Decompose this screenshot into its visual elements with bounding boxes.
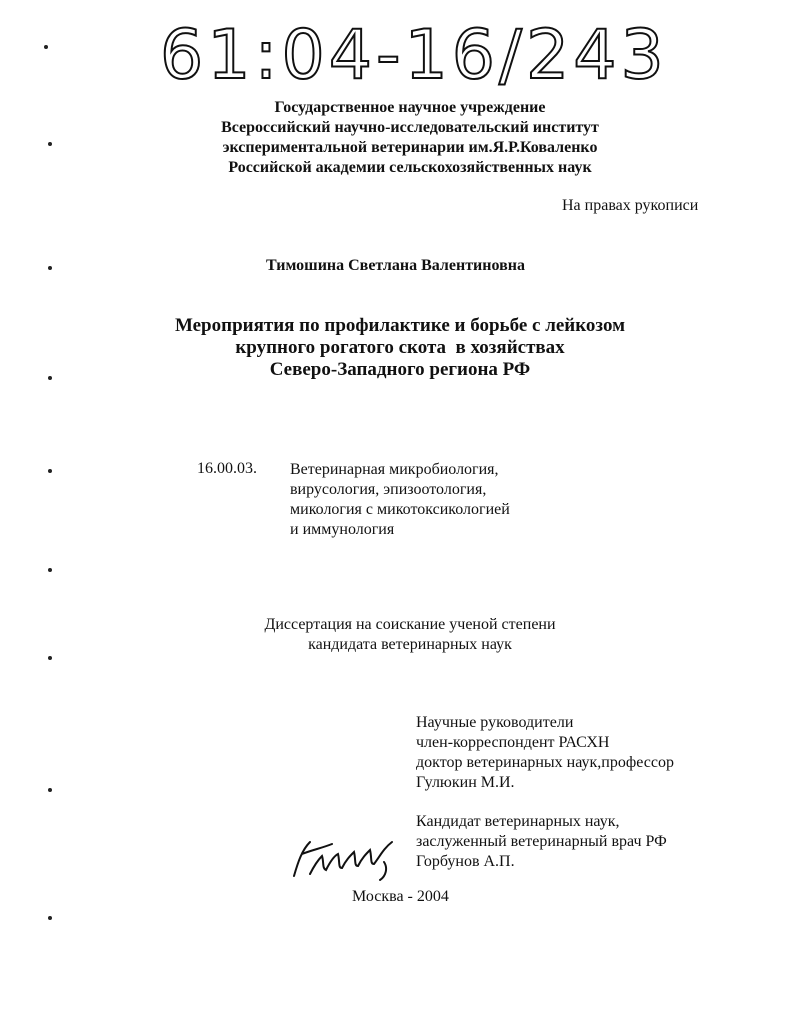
institution-line: Российской академии сельскохозяйственных наук (228, 159, 592, 176)
institution-line: экспериментальной ветеринарии им.Я.Р.Коваленко (222, 139, 598, 156)
city-year: Москва - 2004 (352, 888, 449, 905)
degree-statement (180, 615, 640, 655)
supervisor-line: член-корреспондент РАСХН (416, 734, 610, 751)
author-name: Тимошина Светлана Валентиновна (266, 257, 525, 274)
degree-line: кандидата ветеринарных наук (308, 636, 512, 653)
manuscript-rights: На правах рукописи (562, 197, 699, 214)
supervisor-line: доктор ветеринарных наук,профессор (416, 754, 674, 771)
scan-mark (48, 376, 52, 380)
supervisor-line: Горбунов А.П. (416, 853, 515, 870)
title-line: Мероприятия по профилактике и борьбе с лейкозом (174, 315, 626, 336)
scan-mark (44, 45, 48, 49)
title-line: Северо-Западного региона РФ (269, 359, 531, 380)
specialty-line: микология с микотоксикологией (290, 501, 510, 518)
scan-mark (48, 788, 52, 792)
supervisor-line: заслуженный ветеринарный врач РФ (416, 833, 667, 850)
author-signature (288, 832, 400, 884)
title-line: крупного рогатого скота в хозяйствах (235, 337, 565, 358)
second-supervisor-block (416, 812, 667, 872)
specialty-line: и иммунология (290, 521, 395, 538)
supervisor-line: Кандидат ветеринарных наук, (416, 813, 620, 830)
scan-mark (48, 916, 52, 920)
scan-mark (48, 656, 52, 660)
scan-mark (48, 469, 52, 473)
scan-mark (48, 142, 52, 146)
institution-line: Всероссийский научно-исследовательский институт (221, 119, 599, 136)
supervisor-line: Гулюкин М.И. (416, 774, 515, 791)
specialty-name (290, 460, 510, 540)
institution-block (150, 98, 670, 178)
specialty-code: 16.00.03. (197, 460, 257, 477)
specialty-line: Ветеринарная микробиология, (290, 461, 499, 478)
institution-line: Государственное научное учреждение (274, 99, 546, 116)
supervisor-line: Научные руководители (416, 714, 574, 731)
svg-text:61:04-16/243: 61:04-16/243 (160, 16, 668, 95)
dissertation-title (130, 315, 670, 381)
specialty-line: вирусология, эпизоотология, (290, 481, 487, 498)
scan-mark (48, 568, 52, 572)
scan-mark (48, 266, 52, 270)
degree-line: Диссертация на соискание ученой степени (264, 616, 556, 633)
supervisors-block (416, 713, 674, 793)
handwritten-archive-code (150, 2, 668, 100)
